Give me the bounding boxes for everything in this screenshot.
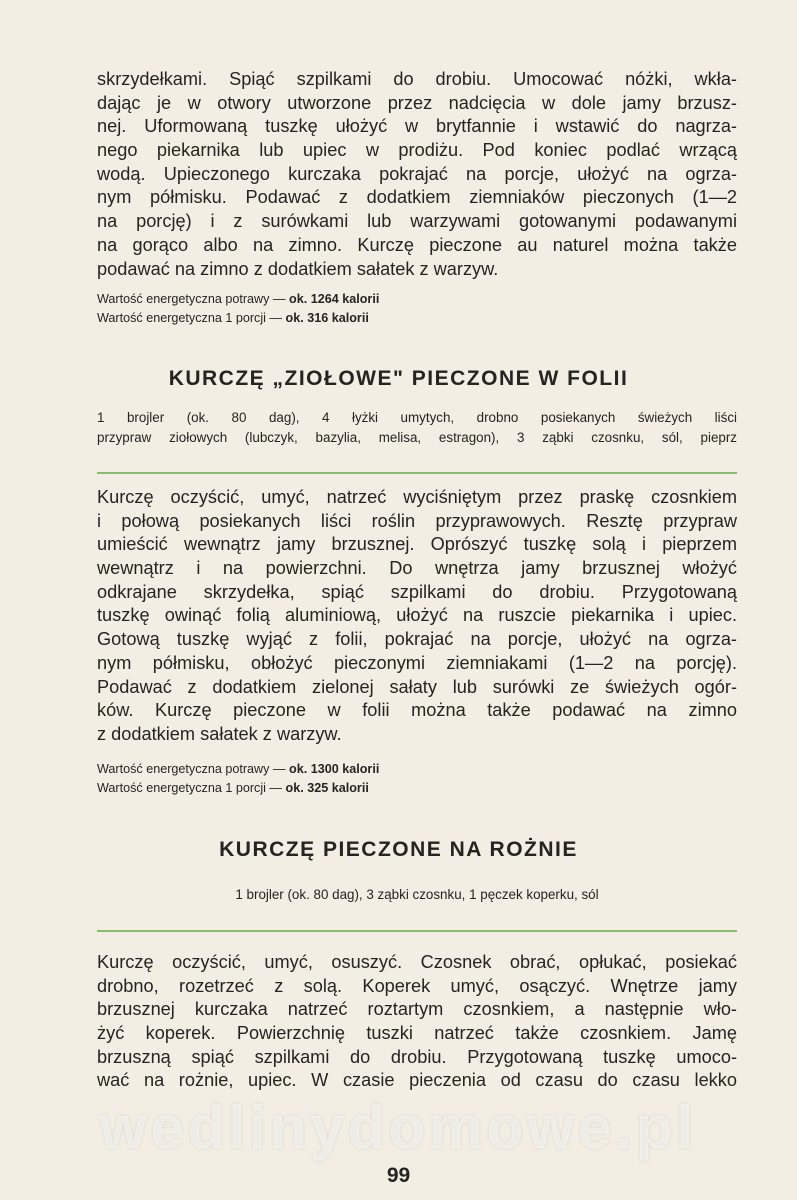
watermark: wedlinydomowe.pl bbox=[99, 1094, 698, 1161]
energy-label: Wartość energetyczna 1 porcji — bbox=[97, 311, 283, 325]
energy-value: ok. 1264 kalorii bbox=[289, 292, 380, 306]
energy-label: Wartość energetyczna potrawy — bbox=[97, 292, 286, 306]
divider-rule bbox=[97, 930, 737, 932]
energy-label: Wartość energetyczna 1 porcji — bbox=[97, 781, 283, 795]
text-line: ków. Kurczę pieczone w folii można także podawać na zimno bbox=[97, 700, 737, 721]
recipe2-ingredients bbox=[97, 408, 737, 448]
text-line: dając je w otwory utworzone przez nadcięcia w dole jamy brzusz- bbox=[97, 92, 737, 113]
recipe3-title: KURCZĘ PIECZONE NA ROŻNIE bbox=[219, 838, 578, 861]
text-line: Gotową tuszkę wyjąć z folii, pokrajać na porcje, ułożyć na ogrza- bbox=[97, 629, 737, 650]
ingredients-line: 1 brojler (ok. 80 dag), 4 łyżki umytych, drobno posiekanych świeżych liści bbox=[97, 410, 737, 425]
recipe2-instructions bbox=[97, 486, 737, 747]
text-line: brzusznej kurczaka natrzeć roztartym czosnkiem, a następnie wło- bbox=[97, 999, 737, 1020]
energy-value: ok. 316 kalorii bbox=[285, 311, 369, 325]
text-line: i połową posiekanych liści roślin przyprawowych. Resztę przypraw bbox=[97, 510, 737, 531]
text-line: na gorąco albo na zimno. Kurczę pieczone au naturel można także bbox=[97, 234, 737, 255]
text-line: Podawać z dodatkiem zielonej sałaty lub surówki ze świeżych ogór- bbox=[97, 676, 737, 697]
energy-value: ok. 325 kalorii bbox=[285, 781, 369, 795]
text-line: żyć koperek. Powierzchnię tuszki natrzeć także czosnkiem. Jamę bbox=[97, 1023, 737, 1044]
text-line: Kurczę oczyścić, umyć, natrzeć wyciśniętym przez praskę czosnkiem bbox=[97, 487, 737, 507]
text-line: skrzydełkami. Spiąć szpilkami do drobiu. Umocować nóżki, wkła- bbox=[97, 69, 737, 89]
text-line: podawać na zimno z dodatkiem sałatek z warzyw. bbox=[97, 258, 499, 279]
text-line: wać na rożnie, upiec. W czasie pieczenia od czasu do czasu lekko bbox=[97, 1070, 737, 1091]
text-line: nym półmisku, obłożyć pieczonymi ziemniakami (1—2 na porcję). bbox=[97, 652, 737, 673]
page-number: 99 bbox=[386, 1164, 411, 1187]
energy-value: ok. 1300 kalorii bbox=[289, 762, 380, 776]
recipe3-instructions bbox=[97, 951, 737, 1093]
text-line: tuszkę owinąć folią aluminiową, ułożyć na ruszcie piekarnika i upiec. bbox=[97, 605, 737, 626]
text-line: nego piekarnika lub upiec w prodiżu. Pod koniec podlać wrzącą bbox=[97, 140, 737, 161]
text-line: odkrajane skrzydełka, spiąć szpilkami do drobiu. Przygotowaną bbox=[97, 581, 737, 602]
text-line: wodą. Upieczonego kurczaka pokrajać na porcje, ułożyć na ogrza- bbox=[97, 163, 737, 184]
text-line: nej. Uformowaną tuszkę ułożyć w brytfannie i wstawić do nagrza- bbox=[97, 116, 737, 137]
text-line: umieścić wewnątrz jamy brzusznej. Oprószyć tuszkę solą i pieprzem bbox=[97, 534, 737, 555]
recipe3-ingredients: 1 brojler (ok. 80 dag), 3 ząbki czosnku, 1 pęczek koperku, sól bbox=[235, 887, 599, 902]
recipe2-title: KURCZĘ „ZIOŁOWE" PIECZONE W FOLII bbox=[168, 367, 629, 390]
text-line: Kurczę oczyścić, umyć, osuszyć. Czosnek obrać, opłukać, posiekać bbox=[97, 952, 737, 972]
text-line: brzuszną spiąć szpilkami do drobiu. Przygotowaną tuszkę umoco- bbox=[97, 1046, 737, 1067]
text-line: na porcję) i z surówkami lub warzywami gotowanymi podawanymi bbox=[97, 211, 737, 232]
text-line: nym półmisku. Podawać z dodatkiem ziemniaków pieczonych (1—2 bbox=[97, 187, 737, 208]
ingredients-line: przypraw ziołowych (lubczyk, bazylia, melisa, estragon), 3 ząbki czosnku, sól, pieprz bbox=[97, 430, 737, 445]
text-line: wewnątrz i na powierzchni. Do wnętrza jamy brzusznej włożyć bbox=[97, 558, 737, 579]
energy-label: Wartość energetyczna potrawy — bbox=[97, 762, 286, 776]
text-line: drobno, rozetrzeć z solą. Koperek umyć, osączyć. Wnętrze jamy bbox=[97, 975, 737, 996]
divider-rule bbox=[97, 472, 737, 474]
recipe1-energy bbox=[97, 290, 737, 328]
recipe2-energy bbox=[97, 760, 737, 798]
recipe1-continuation bbox=[97, 68, 737, 281]
text-line: z dodatkiem sałatek z warzyw. bbox=[97, 723, 342, 744]
